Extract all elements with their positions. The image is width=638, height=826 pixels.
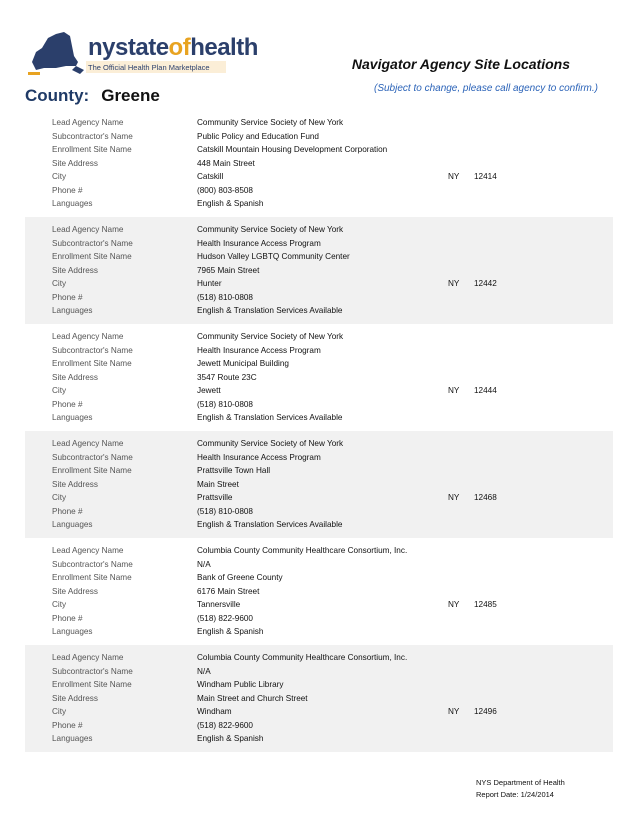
- nystateofhealth-logo: [26, 28, 258, 78]
- zip-value: 12444: [474, 386, 497, 395]
- languages-value: English & Spanish: [197, 199, 264, 208]
- city-value: [197, 705, 497, 719]
- county-heading: [25, 86, 160, 106]
- languages-label: Languages: [52, 627, 93, 636]
- lead-agency-value: Columbia County Community Healthcare Consortium, Inc.: [197, 546, 408, 555]
- languages-value: English & Translation Services Available: [197, 306, 343, 315]
- site-record: [25, 217, 613, 324]
- zip-value: 12468: [474, 493, 497, 502]
- site-record: [25, 538, 613, 645]
- phone-label: Phone #: [52, 613, 83, 623]
- lead-agency-value: Columbia County Community Healthcare Consortium, Inc.: [197, 653, 408, 662]
- phone-label: Phone #: [52, 292, 83, 302]
- lead-agency-label: Lead Agency Name: [52, 546, 124, 555]
- enrollment-site-value: Jewett Municipal Building: [197, 359, 289, 368]
- subcontractor-label: Subcontractor's Name: [52, 345, 133, 355]
- zip-value: 12485: [474, 600, 497, 609]
- city-label: City: [52, 172, 67, 181]
- state-value: NY: [448, 279, 460, 288]
- enrollment-site-label: Enrollment Site Name: [52, 680, 132, 689]
- site-address-label: Site Address: [52, 479, 98, 489]
- city-value: [197, 384, 497, 398]
- page-title: Navigator Agency Site Locations: [351, 56, 570, 72]
- lead-agency-value: Community Service Society of New York: [197, 439, 344, 448]
- languages-value: English & Translation Services Available: [197, 413, 343, 422]
- footer-report-date: Report Date: 1/24/2014: [476, 790, 554, 799]
- lead-agency-label: Lead Agency Name: [52, 332, 124, 341]
- subcontractor-value: Health Insurance Access Program: [197, 345, 321, 355]
- phone-label: Phone #: [52, 399, 83, 409]
- zip-value: 12496: [474, 707, 497, 716]
- site-address-label: Site Address: [52, 372, 98, 382]
- zip-value: 12414: [474, 172, 497, 181]
- site-address-value: Main Street and Church Street: [197, 693, 308, 703]
- logo-word-health: health: [190, 34, 258, 61]
- state-value: NY: [448, 172, 460, 181]
- languages-label: Languages: [52, 520, 93, 529]
- enrollment-site-value: Catskill Mountain Housing Development Corporation: [197, 145, 388, 154]
- state-value: NY: [448, 600, 460, 609]
- city-label: City: [52, 600, 67, 609]
- state-value: NY: [448, 386, 460, 395]
- languages-label: Languages: [52, 306, 93, 315]
- city-name: Windham: [197, 707, 232, 716]
- lead-agency-label: Lead Agency Name: [52, 225, 124, 234]
- subcontractor-value: N/A: [197, 666, 211, 676]
- city-name: Hunter: [197, 279, 222, 288]
- site-address-value: 6176 Main Street: [197, 586, 260, 596]
- enrollment-site-value: Prattsville Town Hall: [197, 466, 271, 475]
- enrollment-site-value: Hudson Valley LGBTQ Community Center: [197, 252, 350, 261]
- phone-label: Phone #: [52, 506, 83, 516]
- city-label: City: [52, 707, 67, 716]
- phone-value: (518) 810-0808: [197, 399, 253, 409]
- subcontractor-value: Public Policy and Education Fund: [197, 131, 319, 141]
- subcontractor-value: N/A: [197, 559, 211, 569]
- city-value: [197, 277, 497, 291]
- enrollment-site-label: Enrollment Site Name: [52, 359, 132, 368]
- enrollment-site-label: Enrollment Site Name: [52, 145, 132, 154]
- footer-department: NYS Department of Health: [476, 778, 565, 787]
- phone-value: (800) 803-8508: [197, 185, 253, 195]
- site-address-value: Main Street: [197, 479, 239, 489]
- city-name: Jewett: [197, 386, 221, 395]
- site-address-value: 7965 Main Street: [197, 265, 260, 275]
- phone-value: (518) 810-0808: [197, 292, 253, 302]
- city-value: [197, 491, 497, 505]
- phone-value: (518) 822-9600: [197, 720, 253, 730]
- county-value: Greene: [101, 86, 160, 105]
- phone-label: Phone #: [52, 720, 83, 730]
- phone-value: (518) 810-0808: [197, 506, 253, 516]
- lead-agency-label: Lead Agency Name: [52, 653, 124, 662]
- state-value: NY: [448, 707, 460, 716]
- city-label: City: [52, 386, 67, 395]
- languages-value: English & Spanish: [197, 627, 264, 636]
- new-york-state-map-icon: [26, 28, 86, 78]
- enrollment-site-label: Enrollment Site Name: [52, 466, 132, 475]
- site-address-label: Site Address: [52, 158, 98, 168]
- subcontractor-value: Health Insurance Access Program: [197, 452, 321, 462]
- subcontractor-value: Health Insurance Access Program: [197, 238, 321, 248]
- enrollment-site-label: Enrollment Site Name: [52, 252, 132, 261]
- subcontractor-label: Subcontractor's Name: [52, 452, 133, 462]
- languages-label: Languages: [52, 734, 93, 743]
- site-record: [25, 431, 613, 538]
- logo-tagline: The Official Health Plan Marketplace: [88, 63, 210, 72]
- lead-agency-label: Lead Agency Name: [52, 439, 124, 448]
- lead-agency-value: Community Service Society of New York: [197, 118, 344, 127]
- enrollment-site-label: Enrollment Site Name: [52, 573, 132, 582]
- enrollment-site-value: Bank of Greene County: [197, 573, 283, 582]
- page-subtitle: (Subject to change, please call agency to confirm.): [373, 83, 598, 94]
- site-address-value: 448 Main Street: [197, 158, 255, 168]
- subcontractor-label: Subcontractor's Name: [52, 238, 133, 248]
- site-address-label: Site Address: [52, 265, 98, 275]
- languages-label: Languages: [52, 199, 93, 208]
- site-address-label: Site Address: [52, 693, 98, 703]
- city-name: Catskill: [197, 172, 224, 181]
- city-value: [197, 170, 497, 184]
- site-record: [25, 110, 613, 217]
- city-value: [197, 598, 497, 612]
- lead-agency-label: Lead Agency Name: [52, 118, 124, 127]
- zip-value: 12442: [474, 279, 497, 288]
- lead-agency-value: Community Service Society of New York: [197, 332, 344, 341]
- logo-wordmark: [88, 34, 258, 62]
- site-address-value: 3547 Route 23C: [197, 372, 257, 382]
- city-name: Tannersville: [197, 600, 241, 609]
- site-address-label: Site Address: [52, 586, 98, 596]
- site-record: [25, 324, 613, 431]
- subcontractor-label: Subcontractor's Name: [52, 131, 133, 141]
- lead-agency-value: Community Service Society of New York: [197, 225, 344, 234]
- state-value: NY: [448, 493, 460, 502]
- logo-word-of: of: [168, 34, 191, 61]
- languages-label: Languages: [52, 413, 93, 422]
- city-label: City: [52, 493, 67, 502]
- site-records-list: [25, 110, 613, 752]
- languages-value: English & Translation Services Available: [197, 520, 343, 529]
- phone-value: (518) 822-9600: [197, 613, 253, 623]
- site-record: [25, 645, 613, 752]
- subcontractor-label: Subcontractor's Name: [52, 559, 133, 569]
- city-name: Prattsville: [197, 493, 233, 502]
- logo-word-nystate: nystate: [88, 34, 169, 61]
- phone-label: Phone #: [52, 185, 83, 195]
- languages-value: English & Spanish: [197, 734, 264, 743]
- city-label: City: [52, 279, 67, 288]
- subcontractor-label: Subcontractor's Name: [52, 666, 133, 676]
- county-label: County:: [25, 86, 90, 105]
- page-footer: [476, 777, 565, 801]
- enrollment-site-value: Windham Public Library: [197, 680, 284, 689]
